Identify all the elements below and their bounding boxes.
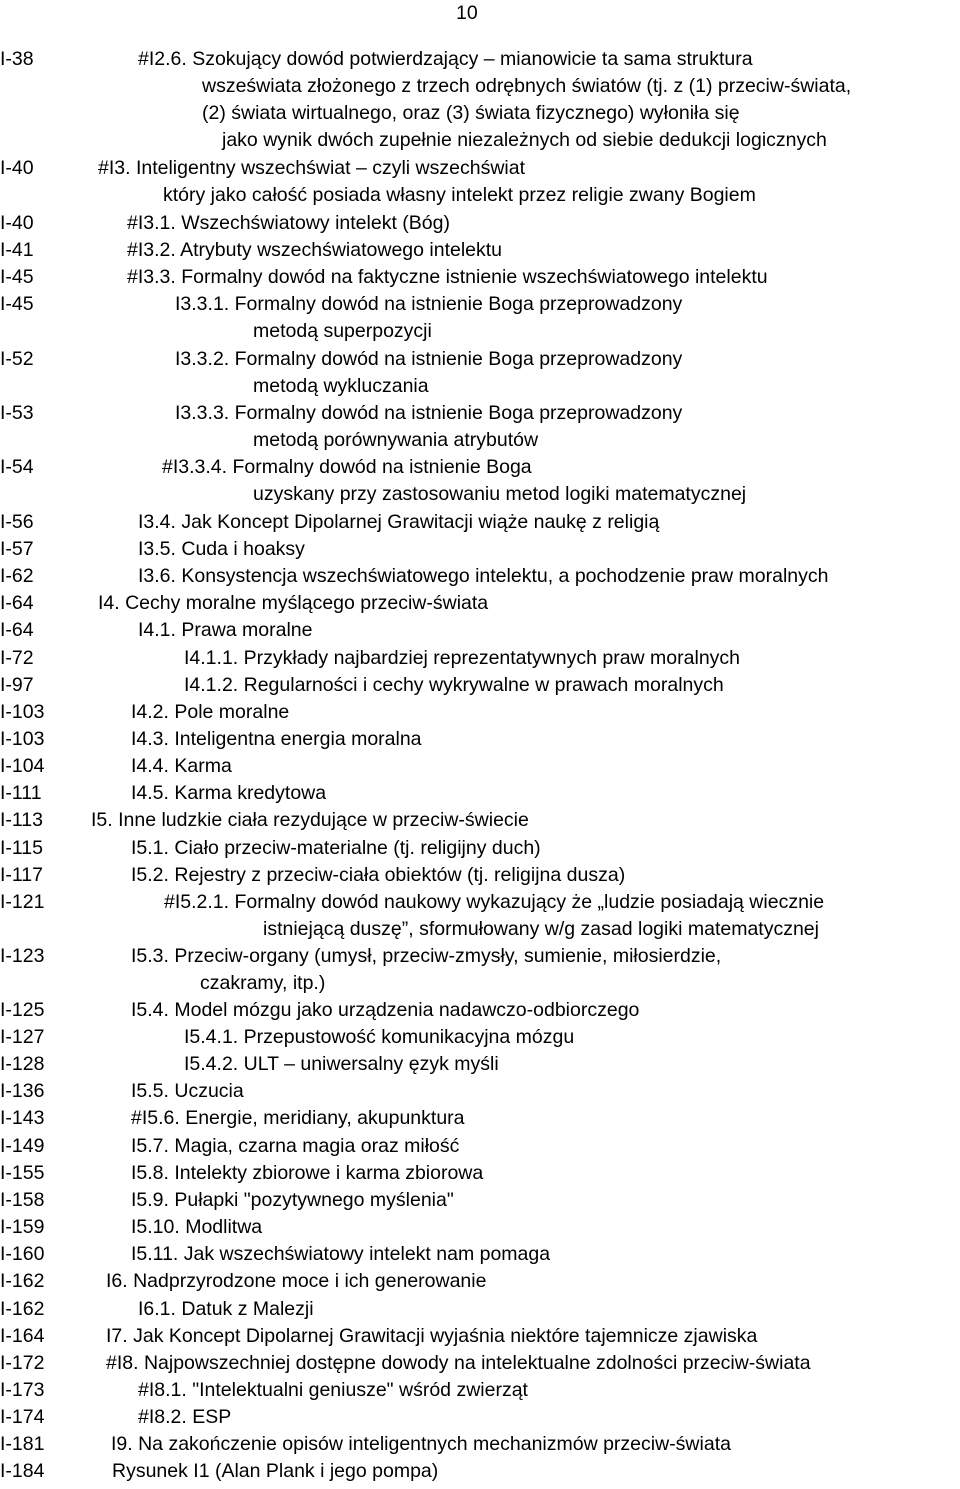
toc-page-ref: I-123: [0, 945, 45, 967]
toc-page-ref: I-62: [0, 565, 34, 587]
toc-entry-text: I5.9. Pułapki "pozytywnego myślenia": [131, 1189, 454, 1211]
toc-entry-text: I5.4.1. Przepustowość komunikacyjna mózgu: [184, 1026, 575, 1048]
toc-entry-text: I3.3.3. Formalny dowód na istnienie Boga przeprowadzony: [175, 402, 683, 424]
toc-page-ref: I-103: [0, 728, 45, 750]
toc-entry-text: który jako całość posiada własny intelekt przez religie zwany Bogiem: [163, 184, 756, 206]
toc-page-ref: I-115: [0, 837, 43, 859]
toc-entry-text: I4.3. Inteligentna energia moralna: [131, 728, 422, 750]
toc-entry-text: metodą porównywania atrybutów: [253, 429, 539, 451]
toc-entry-text: I3.6. Konsystencja wszechświatowego intelektu, a pochodzenie praw moralnych: [138, 565, 829, 587]
toc-entry-text: I3.5. Cuda i hoaksy: [138, 538, 305, 560]
toc-entry-text: czakramy, itp.): [200, 972, 326, 994]
toc-entry-text: #I8.1. "Intelektualni geniusze" wśród zwierząt: [138, 1379, 528, 1401]
toc-page-ref: I-104: [0, 755, 45, 777]
toc-entry-text: I5.4.2. ULT – uniwersalny ęzyk myśli: [184, 1053, 499, 1075]
toc-entry-text: #I8. Najpowszechniej dostępne dowody na intelektualne zdolności przeciw-świata: [106, 1352, 811, 1374]
toc-page-ref: I-56: [0, 511, 34, 533]
toc-page-ref: I-164: [0, 1325, 45, 1347]
toc-entry-text: I5.8. Intelekty zbiorowe i karma zbiorowa: [131, 1162, 484, 1184]
toc-page-ref: I-127: [0, 1026, 45, 1048]
toc-page-ref: I-64: [0, 592, 34, 614]
toc-page-ref: I-113: [0, 809, 43, 831]
toc-entry-text: #I2.6. Szokujący dowód potwierdzający – mianowicie ta sama struktura: [138, 48, 753, 70]
toc-entry-text: uzyskany przy zastosowaniu metod logiki matematycznej: [253, 483, 747, 505]
toc-entry-text: jako wynik dwóch zupełnie niezależnych od siebie dedukcji logicznych: [222, 129, 827, 151]
toc-entry-text: I5.5. Uczucia: [131, 1080, 244, 1102]
toc-entry-text: #I3.3.4. Formalny dowód na istnienie Boga: [162, 456, 532, 478]
toc-entry-text: #I5.2.1. Formalny dowód naukowy wykazujący że „ludzie posiadają wiecznie: [164, 891, 825, 913]
toc-entry-text: I7. Jak Koncept Dipolarnej Grawitacji wyjaśnia niektóre tajemnicze zjawiska: [106, 1325, 758, 1347]
toc-entry-text: I5.1. Ciało przeciw-materialne (tj. religijny duch): [131, 837, 541, 859]
toc-entry-text: #I3.3. Formalny dowód na faktyczne istnienie wszechświatowego intelektu: [127, 266, 768, 288]
toc-entry-text: I3.3.1. Formalny dowód na istnienie Boga przeprowadzony: [175, 293, 683, 315]
toc-entry-text: I4.1.1. Przykłady najbardziej reprezentatywnych praw moralnych: [184, 647, 741, 669]
toc-page-ref: I-162: [0, 1270, 45, 1292]
toc-entry-text: I4.2. Pole moralne: [131, 701, 290, 723]
toc-entry-text: I5.7. Magia, czarna magia oraz miłość: [131, 1135, 460, 1157]
toc-page-ref: I-117: [0, 864, 43, 886]
toc-page-ref: I-38: [0, 48, 34, 70]
toc-entry-text: (2) świata wirtualnego, oraz (3) świata fizycznego) wyłoniła się: [202, 102, 740, 124]
toc-page-ref: I-155: [0, 1162, 45, 1184]
toc-page-ref: I-173: [0, 1379, 45, 1401]
toc-page-ref: I-54: [0, 456, 34, 478]
toc-page-ref: I-45: [0, 293, 34, 315]
toc-page-ref: I-158: [0, 1189, 45, 1211]
toc-page-ref: I-160: [0, 1243, 45, 1265]
toc-entry-text: I3.4. Jak Koncept Dipolarnej Grawitacji wiąże naukę z religią: [138, 511, 660, 533]
toc-entry-text: wszeświata złożonego z trzech odrębnych światów (tj. z (1) przeciw-świata,: [202, 75, 852, 97]
toc-entry-text: I5.2. Rejestry z przeciw-ciała obiektów (tj. religijna dusza): [131, 864, 626, 886]
toc-page-ref: I-125: [0, 999, 45, 1021]
toc-page-ref: I-103: [0, 701, 45, 723]
toc-page-ref: I-40: [0, 157, 34, 179]
toc-page-ref: I-45: [0, 266, 34, 288]
toc-entry-text: I4.4. Karma: [131, 755, 232, 777]
toc-page-ref: I-136: [0, 1080, 45, 1102]
toc-page-ref: I-53: [0, 402, 34, 424]
toc-entry-text: I4. Cechy moralne myślącego przeciw-świata: [98, 592, 489, 614]
toc-entry-text: #I8.2. ESP: [138, 1406, 232, 1428]
toc-page-ref: I-72: [0, 647, 34, 669]
toc-page-ref: I-52: [0, 348, 34, 370]
toc-entry-text: I5.11. Jak wszechświatowy intelekt nam pomaga: [131, 1243, 551, 1265]
toc-entry-text: I9. Na zakończenie opisów inteligentnych mechanizmów przeciw-świata: [111, 1433, 731, 1455]
toc-page-ref: I-41: [0, 239, 34, 261]
page-number: 10: [456, 2, 478, 24]
toc-page-ref: I-159: [0, 1216, 45, 1238]
toc-entry-text: I6.1. Datuk z Malezji: [138, 1298, 314, 1320]
toc-entry-text: #I5.6. Energie, meridiany, akupunktura: [131, 1107, 465, 1129]
toc-entry-text: I5. Inne ludzkie ciała rezydujące w przeciw-świecie: [91, 809, 529, 831]
toc-entry-text: I4.1. Prawa moralne: [138, 619, 313, 641]
toc-entry-text: #I3. Inteligentny wszechświat – czyli wszechświat: [98, 157, 526, 179]
toc-entry-text: #I3.2. Atrybuty wszechświatowego intelektu: [127, 239, 503, 261]
toc-page-ref: I-143: [0, 1107, 45, 1129]
toc-entry-text: I6. Nadprzyrodzone moce i ich generowanie: [106, 1270, 487, 1292]
toc-entry-text: I4.5. Karma kredytowa: [131, 782, 327, 804]
toc-entry-text: I5.4. Model mózgu jako urządzenia nadawczo-odbiorczego: [131, 999, 640, 1021]
toc-entry-text: I3.3.2. Formalny dowód na istnienie Boga przeprowadzony: [175, 348, 683, 370]
toc-page-ref: I-121: [0, 891, 45, 913]
toc-page-ref: I-128: [0, 1053, 45, 1075]
toc-entry-text: Rysunek I1 (Alan Plank i jego pompa): [112, 1460, 439, 1482]
toc-page-ref: I-184: [0, 1460, 45, 1482]
toc-page-ref: I-174: [0, 1406, 45, 1428]
toc-page-ref: I-111: [0, 782, 42, 804]
toc-page-ref: I-57: [0, 538, 34, 560]
toc-entry-text: metodą superpozycji: [253, 320, 432, 342]
toc-page-ref: I-97: [0, 674, 34, 696]
toc-entry-text: #I3.1. Wszechświatowy intelekt (Bóg): [127, 212, 450, 234]
toc-entry-text: metodą wykluczania: [253, 375, 429, 397]
toc-page-ref: I-172: [0, 1352, 45, 1374]
toc-page-ref: I-40: [0, 212, 34, 234]
toc-entry-text: I4.1.2. Regularności i cechy wykrywalne w prawach moralnych: [184, 674, 724, 696]
toc-page-ref: I-64: [0, 619, 34, 641]
toc-page-ref: I-181: [0, 1433, 45, 1455]
toc-entry-text: I5.3. Przeciw-organy (umysł, przeciw-zmysły, sumienie, miłosierdzie,: [131, 945, 722, 967]
toc-page-ref: I-149: [0, 1135, 45, 1157]
toc-entry-text: I5.10. Modlitwa: [131, 1216, 263, 1238]
toc-entry-text: istniejącą duszę”, sformułowany w/g zasad logiki matematycznej: [263, 918, 819, 940]
toc-page-ref: I-162: [0, 1298, 45, 1320]
